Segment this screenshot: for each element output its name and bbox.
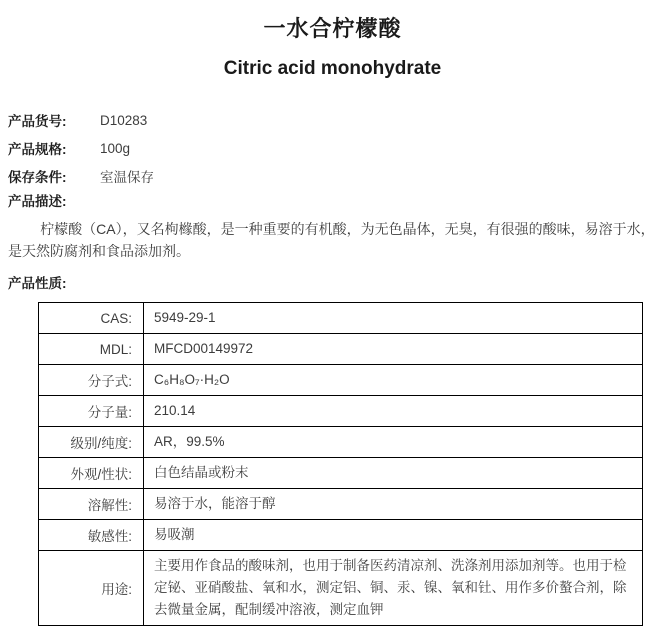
molecular-weight-value-cell: 210.14	[144, 396, 643, 427]
product-info-list	[8, 106, 657, 190]
usage-value-cell: 主要用作食品的酸味剂，也用于制备医药清凉剂、洗涤剂用添加剂等。也用于检定铋、亚硝酸盐、氧和水，测定铝、铜、汞、镍、氧和钍、用作多价螯合剂，除去微量金属，配制缓冲溶液，测定血钾	[144, 551, 643, 626]
table-row-cas	[39, 303, 643, 334]
table-row-sensitivity	[39, 520, 643, 551]
table-row-usage	[39, 551, 643, 626]
table-row-solubility	[39, 489, 643, 520]
properties-table	[38, 302, 643, 626]
mdl-value-cell: MFCD00149972	[144, 334, 643, 365]
product-spec-label: 产品规格:	[8, 142, 67, 157]
table-row-molecular-formula	[39, 365, 643, 396]
info-row-product-spec	[8, 134, 657, 162]
sensitivity-value-cell: 易吸潮	[144, 520, 643, 551]
table-row-grade-purity	[39, 427, 643, 458]
mdl-label-cell: MDL:	[39, 334, 144, 365]
info-row-storage-condition	[8, 162, 657, 190]
page-title-english: Citric acid monohydrate	[223, 58, 442, 79]
info-row-product-number	[8, 106, 657, 134]
product-number-label: 产品货号:	[8, 114, 67, 129]
usage-label-cell: 用途:	[39, 551, 144, 626]
product-number-value: D10283	[100, 112, 148, 128]
product-spec-value: 100g	[100, 140, 131, 156]
solubility-label-cell: 溶解性:	[39, 489, 144, 520]
section-heading-properties: 产品性质:	[8, 276, 67, 291]
appearance-value-cell: 白色结晶或粉末	[144, 458, 643, 489]
cas-label-cell: CAS:	[39, 303, 144, 334]
molecular-formula-value-cell: C₆H₈O₇·H₂O	[144, 365, 643, 396]
molecular-weight-label-cell: 分子量:	[39, 396, 144, 427]
solubility-value-cell: 易溶于水，能溶于醇	[144, 489, 643, 520]
table-row-appearance	[39, 458, 643, 489]
storage-condition-value: 室温保存	[100, 170, 154, 185]
description-paragraph: 柠檬酸（CA），又名枸橼酸，是一种重要的有机酸，为无色晶体，无臭，有很强的酸味，易溶于水，是天然防腐剂和食品添加剂。	[8, 221, 655, 259]
page-title-chinese: 一水合柠檬酸	[263, 16, 402, 41]
section-heading-description: 产品描述:	[8, 194, 67, 209]
grade-purity-value-cell: AR，99.5%	[144, 427, 643, 458]
appearance-label-cell: 外观/性状:	[39, 458, 144, 489]
grade-purity-label-cell: 级别/纯度:	[39, 427, 144, 458]
table-row-mdl	[39, 334, 643, 365]
storage-condition-label: 保存条件:	[8, 170, 67, 185]
cas-value-cell: 5949-29-1	[144, 303, 643, 334]
sensitivity-label-cell: 敏感性:	[39, 520, 144, 551]
table-row-molecular-weight	[39, 396, 643, 427]
molecular-formula-label-cell: 分子式:	[39, 365, 144, 396]
